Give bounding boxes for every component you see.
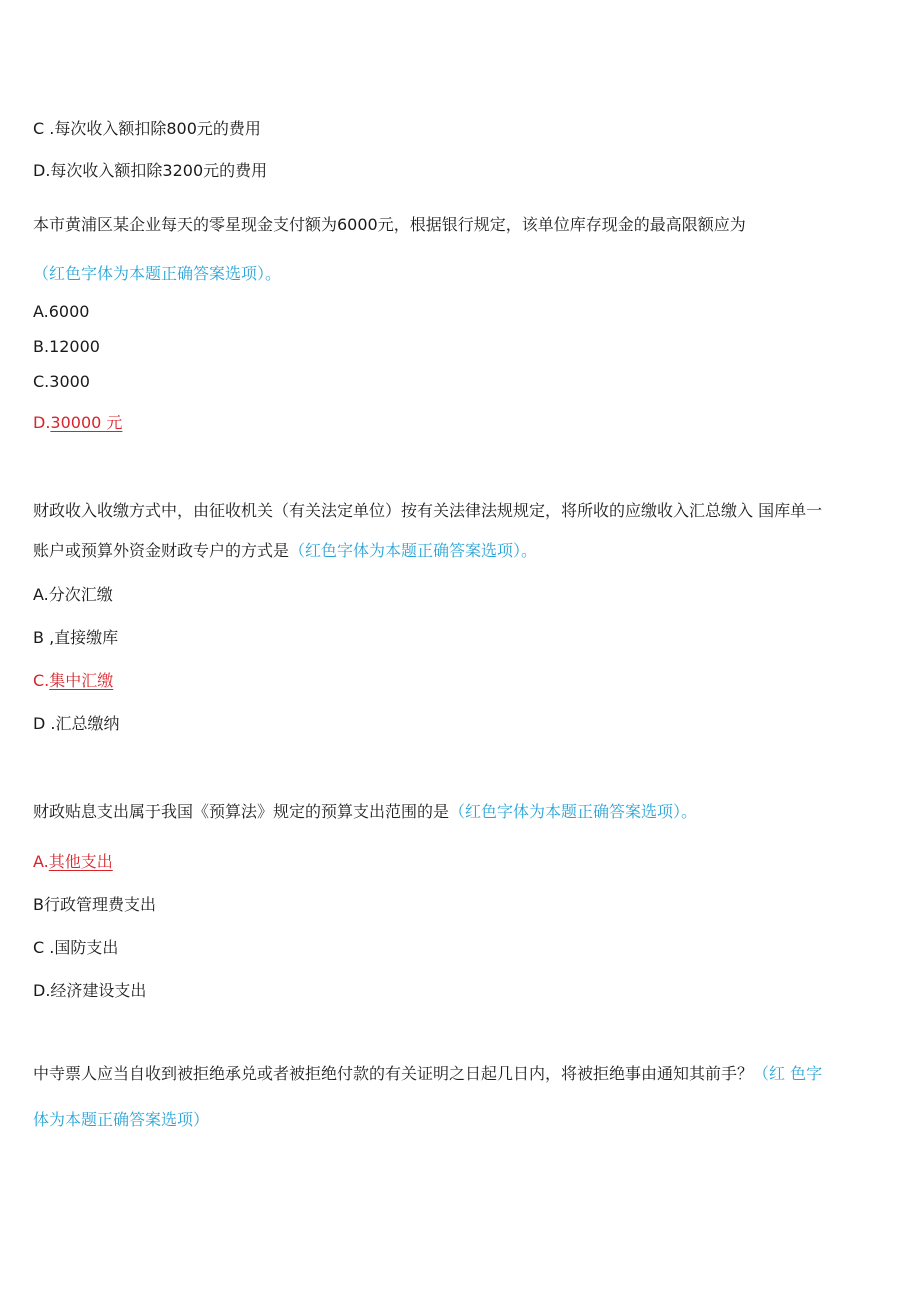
option-d: D .汇总缴纳 [33,714,120,733]
question-stem [33,801,697,823]
option-prefix: D. [33,413,51,432]
option-d: D.每次收入额扣除3200元的费用 [33,161,268,180]
option-c-correct [33,670,113,692]
answer-hint: （红色字体为本题正确答案选项）。 [449,802,698,821]
option-b: B.12000 [33,337,100,356]
option-a: A.6000 [33,302,90,321]
question-stem-line1: 财政收入收缴方式中，由征收机关（有关法定单位）按有关法律法规规定，将所收的应缴收入汇总缴入 国库单一 [33,501,823,520]
option-b: B行政管理费支出 [33,895,156,914]
option-c: C .每次收入额扣除800元的费用 [33,119,261,138]
option-d: D.经济建设支出 [33,981,147,1000]
option-prefix: A. [33,852,49,871]
correct-answer: 集中汇缴 [49,671,114,690]
option-d-correct [33,412,122,434]
option-c: C .国防支出 [33,938,119,957]
question-stem-text: 财政贴息支出属于我国《预算法》规定的预算支出范围的是 [33,802,450,821]
option-prefix: C. [33,671,50,690]
answer-hint-line2: 体为本题正确答案选项） [33,1110,210,1129]
correct-answer: 30000 元 [50,413,123,432]
question-stem: 本市黄浦区某企业每天的零星现金支付额为6000元，根据银行规定，该单位库存现金的最高限额应为 [33,215,746,234]
answer-hint: （红 色字 [753,1064,823,1083]
correct-answer: 其他支出 [48,852,113,871]
question-stem-text: 账户或预算外资金财政专户的方式是 [33,541,290,560]
question-stem-line2 [33,540,537,562]
question-stem-text: 中寺票人应当自收到被拒绝承兑或者被拒绝付款的有关证明之日起几日内，将被拒绝事由通知其前手？ [33,1064,754,1083]
answer-hint: （红色字体为本题正确答案选项）。 [33,264,282,283]
question-stem [33,1063,822,1085]
option-c: C.3000 [33,372,90,391]
option-a: A.分次汇缴 [33,585,113,604]
answer-hint: （红色字体为本题正确答案选项）。 [289,541,538,560]
option-b: B ,直接缴库 [33,628,119,647]
option-a-correct [33,851,113,873]
